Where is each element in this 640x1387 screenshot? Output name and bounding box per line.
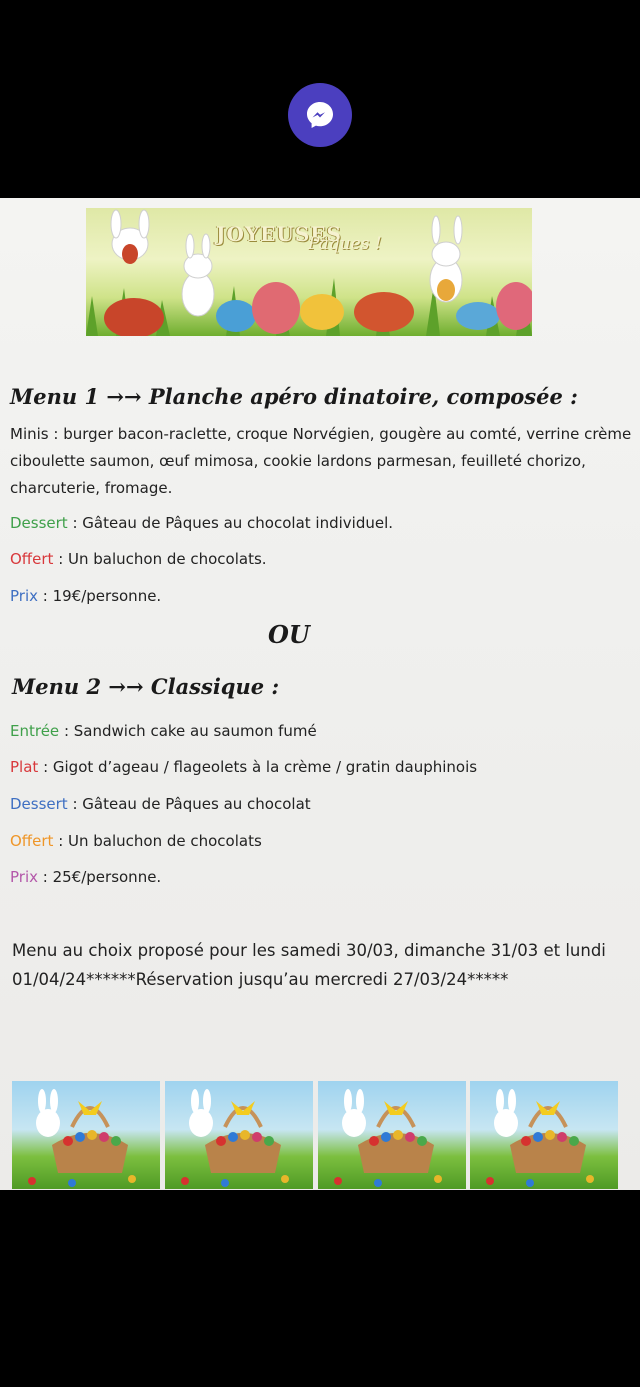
- messenger-chat-button[interactable]: [288, 83, 352, 147]
- menu1-heading: Menu 1 →→ Planche apéro dinatoire, composée :: [10, 384, 578, 409]
- menu1-offert-text: : Un baluchon de chocolats.: [53, 550, 267, 568]
- menu2-offert: [10, 828, 262, 855]
- menu2-plat: [10, 754, 477, 781]
- menu2-plat-text: : Gigot d’ageau / flageolets à la crème / gratin dauphinois: [38, 758, 478, 776]
- menu1-minis-line-3: charcuterie, fromage.: [10, 479, 173, 497]
- menu1-prix: [10, 583, 161, 610]
- banner-subtitle: Pâques !: [308, 234, 382, 254]
- menu1-dessert-label: Dessert: [10, 514, 68, 532]
- menu2-entree-label: Entrée: [10, 722, 60, 740]
- menu1-prix-label: Prix: [10, 587, 38, 605]
- menu2-prix-text: : 25€/personne.: [38, 868, 162, 886]
- menu2-dessert-text: : Gâteau de Pâques au chocolat: [67, 795, 311, 813]
- basket-illustration: [318, 1081, 466, 1189]
- menu1-minis-line-1: Minis : burger bacon-raclette, croque Norvégien, gougère au comté, verrine crème: [10, 425, 632, 443]
- menu-document: [0, 198, 640, 1190]
- menu-separator: OU: [268, 620, 310, 649]
- menu1-prix-text: : 19€/personne.: [38, 587, 162, 605]
- basket-illustration: [12, 1081, 160, 1189]
- easter-basket-image: [470, 1081, 618, 1189]
- menu2-dessert: [10, 791, 311, 818]
- menu2-dessert-label: Dessert: [10, 795, 68, 813]
- footer-line-1: Menu au choix proposé pour les samedi 30/03, dimanche 31/03 et lundi: [12, 941, 606, 960]
- basket-illustration: [470, 1081, 618, 1189]
- easter-banner: [86, 208, 532, 336]
- menu2-offert-text: : Un baluchon de chocolats: [53, 832, 262, 850]
- messenger-icon: [303, 98, 337, 132]
- menu1-offert: [10, 546, 267, 573]
- easter-basket-image: [12, 1081, 160, 1189]
- basket-illustration: [165, 1081, 313, 1189]
- menu1-dessert: [10, 510, 393, 537]
- menu2-heading: Menu 2 →→ Classique :: [12, 674, 280, 699]
- easter-basket-image: [318, 1081, 466, 1189]
- menu1-minis-line-2: ciboulette saumon, œuf mimosa, cookie lardons parmesan, feuilleté chorizo,: [10, 452, 586, 470]
- menu1-offert-label: Offert: [10, 550, 54, 568]
- footer-line-2: 01/04/24******Réservation jusqu’au mercredi 27/03/24*****: [12, 970, 509, 989]
- menu2-entree: [10, 718, 317, 745]
- banner-title: JOYEUSES: [216, 222, 342, 246]
- menu2-plat-label: Plat: [10, 758, 39, 776]
- menu2-offert-label: Offert: [10, 832, 54, 850]
- menu2-entree-text: : Sandwich cake au saumon fumé: [59, 722, 317, 740]
- menu2-prix: [10, 864, 161, 891]
- menu2-prix-label: Prix: [10, 868, 38, 886]
- easter-basket-image: [165, 1081, 313, 1189]
- menu1-dessert-text: : Gâteau de Pâques au chocolat individuel.: [67, 514, 394, 532]
